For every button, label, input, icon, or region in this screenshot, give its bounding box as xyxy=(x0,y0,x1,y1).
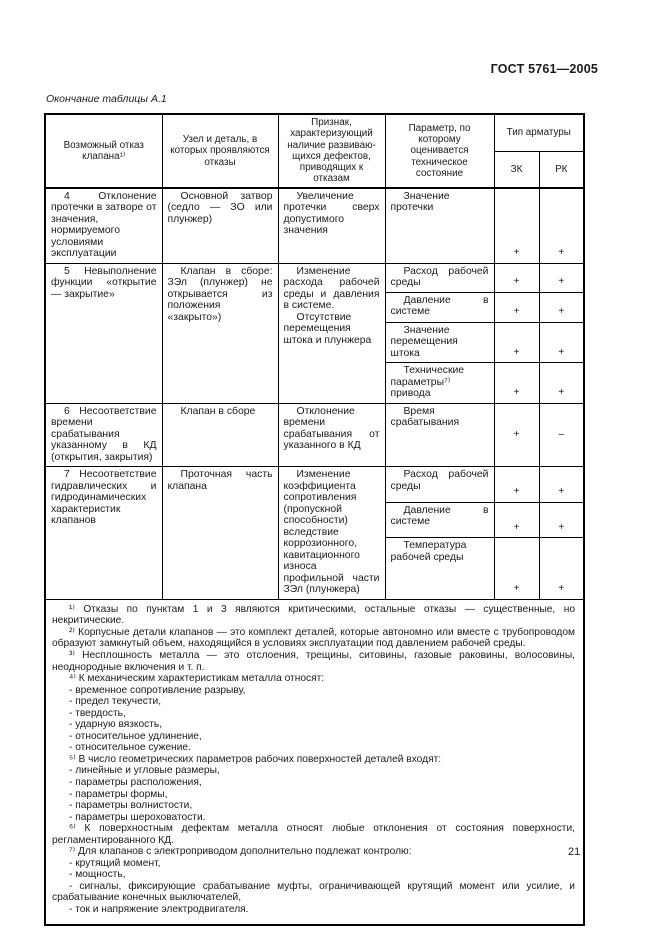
table-header xyxy=(45,114,584,188)
cell-parameter: Давление в системе xyxy=(385,292,494,322)
table-row xyxy=(45,403,584,467)
cell-zk-mark: + xyxy=(494,502,539,538)
footnote-line: ³⁾ Несплошность металла — это отслоения, трещины, ситовины, газовые раковины, волосовины, неоднородные включения и т. п. xyxy=(52,649,575,673)
cell-unit-detail: Клапан в сборе: ЗЭл (плунжер) не открывается из положения «закрыто») xyxy=(162,263,278,403)
cell-parameter: Значение протечки xyxy=(385,188,494,264)
cell-sign: Отклонение времени срабатывания от указанного в КД xyxy=(278,403,385,467)
footnote-line: - линейные и угловые размеры, xyxy=(69,765,220,777)
cell-zk-mark: + xyxy=(494,263,539,292)
table-caption: Окончание таблицы А.1 xyxy=(46,93,167,105)
cell-failure: 5 Невыполнение функции «открытие — закрытие» xyxy=(45,263,162,403)
cell-zk-mark: + xyxy=(494,188,539,264)
cell-zk-mark: + xyxy=(494,363,539,404)
cell-failure: 6 Несоответствие времени срабатывания указанному в КД (открытия, закрытия) xyxy=(45,403,162,467)
footnote-line: - твердость, xyxy=(69,707,126,719)
footnote-line: - параметры шероховатости. xyxy=(69,811,206,823)
footnote-line: ⁴⁾ К механическим характеристикам металла относят: xyxy=(69,673,325,685)
cell-zk-mark: + xyxy=(494,467,539,503)
col-header-unit: Узел и деталь, в которых проявляются отказы xyxy=(162,114,278,188)
cell-failure: 4 Отклонение протечки в затворе от значения, нормируемого условиями эксплуатации xyxy=(45,188,162,264)
table-row xyxy=(45,263,584,292)
cell-zk-mark: + xyxy=(494,403,539,467)
footnote-line: - параметры волнистости, xyxy=(69,800,193,812)
cell-rk-mark: + xyxy=(539,188,584,264)
footnote-line: - сигналы, фиксирующие срабатывание муфты, ограничивающей крутящий момент или усилие, и срабатывание конечных выключателей, xyxy=(52,880,575,904)
cell-rk-mark: + xyxy=(539,502,584,538)
footnote-line: - относительное удлинение, xyxy=(69,730,202,742)
cell-parameter: Технические параметры⁷⁾ привода xyxy=(385,363,494,404)
cell-failure: 7 Несоответствие гидравлических и гидродинамических характеристик клапанов xyxy=(45,467,162,600)
cell-parameter: Время срабатывания xyxy=(385,403,494,467)
footnote-line: - ударную вязкость, xyxy=(69,719,163,731)
cell-parameter: Значение перемещения штока xyxy=(385,322,494,363)
cell-parameter: Расход рабочей среды xyxy=(385,263,494,292)
footnote-line: - параметры расположения, xyxy=(69,776,202,788)
col-header-zk: ЗК xyxy=(494,152,539,188)
footnote-line: - мощность, xyxy=(69,869,126,881)
footnote-line: ²⁾ Корпусные детали клапанов — это комплект деталей, которые автономно или вместе с трубопроводом образуют замкнутый объем, находящийся в условиях эксплуатации под давлением рабочей среды. xyxy=(52,626,575,650)
cell-rk-mark: + xyxy=(539,292,584,322)
cell-rk-mark: + xyxy=(539,467,584,503)
cell-unit-detail: Основной затвор (седло — ЗО или плунжер) xyxy=(162,188,278,264)
col-header-param: Параметр, по которому оценивается техническое состояние xyxy=(385,114,494,188)
footnote-line: ⁶⁾ К поверхностным дефектам металла относят любые отклонения от состояния поверхности, регламентированного КД. xyxy=(52,823,575,846)
cell-unit-detail: Клапан в сборе xyxy=(162,403,278,467)
cell-rk-mark: – xyxy=(539,403,584,467)
footnote-line: - крутящий момент, xyxy=(69,857,161,869)
footnote-line: - временное сопротивление разрыву, xyxy=(69,684,246,696)
table-row xyxy=(45,188,584,264)
cell-rk-mark: + xyxy=(539,538,584,599)
failure-modes-table xyxy=(44,113,585,926)
col-header-rk: РК xyxy=(539,152,584,188)
footnotes-row xyxy=(45,599,584,924)
col-header-sign: Признак, характеризующий наличие развивающихся дефектов, приводящих к отказам xyxy=(278,114,385,188)
col-header-failure: Возможный отказ клапана¹⁾ xyxy=(45,114,162,188)
cell-parameter: Температура рабочей среды xyxy=(385,538,494,599)
doc-number: ГОСТ 5761—2005 xyxy=(490,62,598,76)
cell-rk-mark: + xyxy=(539,322,584,363)
cell-zk-mark: + xyxy=(494,322,539,363)
table-header-row xyxy=(45,114,584,152)
cell-sign: Изменение коэффициента сопротивления (пропускной способности) вследствие коррозионного, кавитационного износа профильной части ЗЭл (плунжера) xyxy=(278,467,385,600)
footnote-line: - относительное сужение. xyxy=(69,742,191,754)
cell-zk-mark: + xyxy=(494,538,539,599)
cell-sign: Изменение расхода рабочей среды и давления в системе. Отсутствие перемещения штока и плунжера xyxy=(278,263,385,403)
footnotes-cell xyxy=(45,599,584,924)
cell-unit-detail: Проточная часть клапана xyxy=(162,467,278,600)
footnote-line: ⁵⁾ В число геометрических параметров рабочих поверхностей деталей входят: xyxy=(69,753,442,765)
footnote-line: - предел текучести, xyxy=(69,696,162,708)
footnote-line: - параметры формы, xyxy=(69,788,168,800)
cell-rk-mark: + xyxy=(539,263,584,292)
cell-parameter: Давление в системе xyxy=(385,502,494,538)
cell-zk-mark: + xyxy=(494,292,539,322)
cell-rk-mark: + xyxy=(539,363,584,404)
page-number: 21 xyxy=(568,846,581,858)
footnote-line: ⁷⁾ Для клапанов с электроприводом дополнительно подлежат контролю: xyxy=(69,846,412,858)
footnote-line: ¹⁾ Отказы по пунктам 1 и 3 являются критическими, остальные отказы — существенные, но некритические. xyxy=(52,603,575,627)
cell-parameter: Расход рабочей среды xyxy=(385,467,494,503)
col-header-armature-type: Тип арматуры xyxy=(494,114,584,152)
table-row xyxy=(45,467,584,503)
cell-sign: Увеличение протечки сверх допустимого значения xyxy=(278,188,385,264)
footnote-line: - ток и напряжение электродвигателя. xyxy=(69,904,249,915)
